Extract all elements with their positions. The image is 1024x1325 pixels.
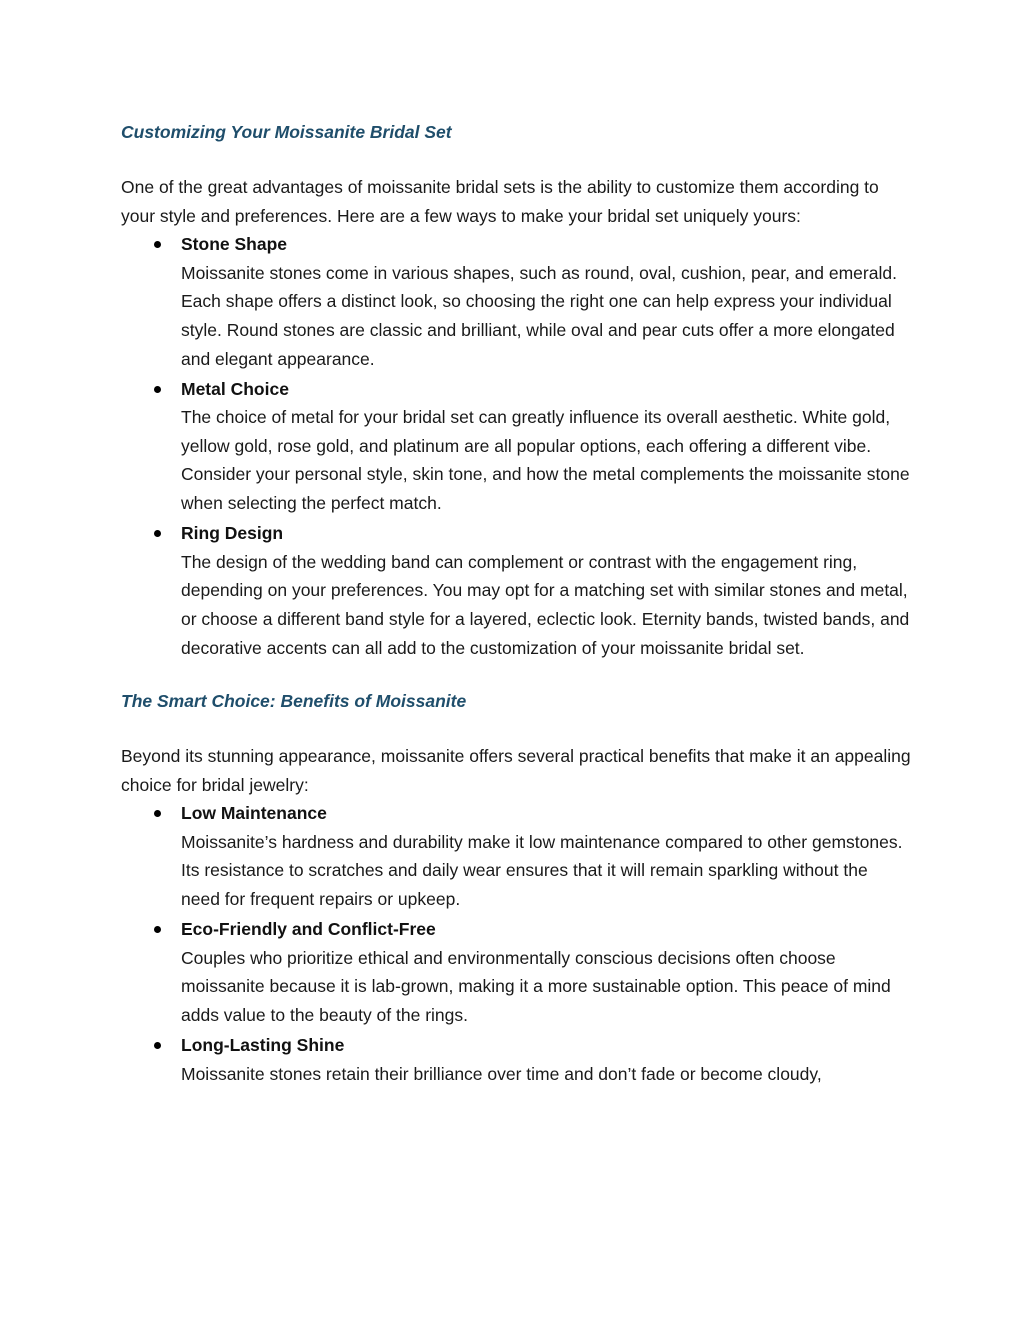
list-item-description: Moissanite stones retain their brilliance over time and don’t fade or become cloudy,	[181, 1063, 822, 1084]
bullet-dot-icon	[154, 530, 161, 537]
list-item-title: Ring Design	[181, 523, 284, 544]
bullet-dot-icon	[154, 1042, 161, 1049]
section-intro-paragraph: Beyond its stunning appearance, moissanite offers several practical benefits that make it an appealing choice for bridal jewelry:	[121, 746, 911, 795]
list-item-description: The choice of metal for your bridal set can greatly influence its overall aesthetic. White gold, yellow gold, rose gold, and platinum are all popular options, each offering a different vibe. Consider your personal style, skin tone, and how the metal complements the moissanite stone when selecting the perfect match.	[181, 407, 910, 514]
section-heading-smart-choice: The Smart Choice: Benefits of Moissanite	[121, 691, 467, 712]
list-item-low-maintenance	[121, 799, 911, 913]
bullet-dot-icon	[154, 810, 161, 817]
document-body	[121, 118, 911, 1090]
list-item-description: Moissanite stones come in various shapes, such as round, oval, cushion, pear, and emerald. Each shape offers a distinct look, so choosing the right one can help express your individual style. Round stones are classic and brilliant, while oval and pear cuts offer a more elongated and elegant appearance.	[181, 262, 897, 369]
list-item-title: Long-Lasting Shine	[181, 1035, 345, 1056]
list-item-title: Stone Shape	[181, 234, 287, 255]
list-item-title: Low Maintenance	[181, 803, 327, 824]
list-item-eco-friendly	[121, 915, 911, 1029]
list-item-description: Moissanite’s hardness and durability make it low maintenance compared to other gemstones. Its resistance to scratches and daily wear ensures that it will remain sparkling without the need for frequent repairs or upkeep.	[181, 831, 903, 910]
list-item-metal-choice	[121, 375, 911, 518]
list-item-description: Couples who prioritize ethical and environmentally conscious decisions often choose moissanite because it is lab-grown, making it a more sustainable option. This peace of mind adds value to the beauty of the rings.	[181, 947, 891, 1025]
list-item-stone-shape	[121, 230, 911, 373]
list-item-title: Metal Choice	[181, 378, 289, 399]
bullet-dot-icon	[154, 386, 161, 393]
section-intro-paragraph: One of the great advantages of moissanite bridal sets is the ability to customize them according to your style and preferences. Here are a few ways to make your bridal set uniquely yours:	[121, 177, 879, 226]
list-item-ring-design	[121, 519, 911, 662]
section-heading-customizing: Customizing Your Moissanite Bridal Set	[121, 122, 452, 142]
list-item-long-lasting-shine	[121, 1031, 911, 1088]
bullet-dot-icon	[154, 926, 161, 933]
customization-options-list	[121, 230, 911, 662]
list-item-title: Eco-Friendly and Conflict-Free	[181, 919, 436, 940]
list-item-description: The design of the wedding band can complement or contrast with the engagement ring, depending on your preferences. You may opt for a matching set with similar stones and metal, or choose a different band style for a layered, eclectic look. Eternity bands, twisted bands, and decorative accents can all add to the customization of your moissanite bridal set.	[181, 551, 910, 658]
bullet-dot-icon	[154, 241, 161, 248]
benefits-list	[121, 799, 911, 1088]
